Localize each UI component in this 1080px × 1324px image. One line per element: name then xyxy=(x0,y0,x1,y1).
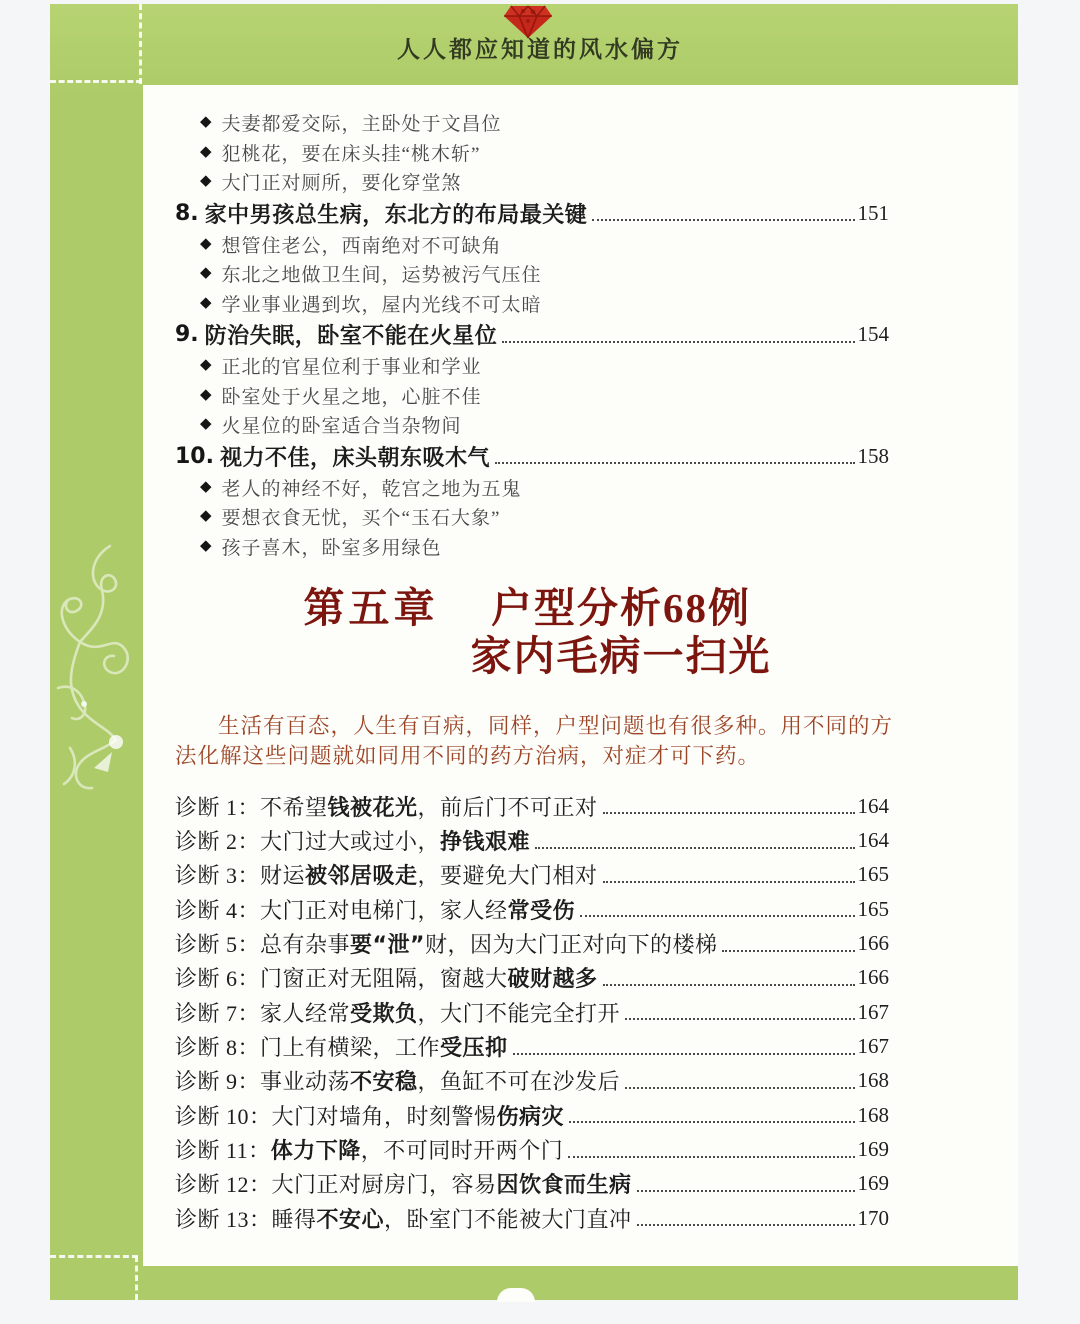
chapter-intro-paragraph: 生活有百态，人生有百病，同样，户型问题也有很多种。用不同的方法化解这些问题就如同用不同的药方治病，对症才可下药。 xyxy=(175,714,894,768)
toc-bullet-text: 犯桃花，要在床头挂“桃木斩” xyxy=(221,143,481,165)
diagnosis-text: 体力下降 xyxy=(270,1139,361,1165)
bottom-edge-notch xyxy=(497,1288,535,1302)
diagnosis-label: 诊断 11： xyxy=(175,1138,271,1164)
toc-entry-text: ，床头朝东吸木气 xyxy=(310,444,491,470)
toc-bullet-row xyxy=(175,351,889,381)
diagnosis-page: 169 xyxy=(857,1137,889,1162)
dot-leader xyxy=(637,1190,855,1192)
toc-bullet-text: 想管住老公，西南绝对不可缺角 xyxy=(221,235,502,257)
diagnosis-text: 钱被花光 xyxy=(327,795,418,821)
diagnosis-text: 大门过大或过小， xyxy=(260,829,441,855)
diagnosis-page: 164 xyxy=(857,793,889,818)
diagnosis-text: ，卧室门不能被大门直冲 xyxy=(384,1206,632,1232)
toc-bullet-row xyxy=(175,289,889,319)
diagnosis-text: 因饮食而生病 xyxy=(496,1173,632,1199)
diagnosis-text: 不安稳 xyxy=(350,1070,418,1096)
chapter-title-line-1: 户型分析68例 xyxy=(491,585,751,631)
toc-bullet-text: 老人的神经不好，乾宫之地为五鬼 xyxy=(221,478,522,500)
toc-bullet-text: 夫妻都爱交际，主卧处于文昌位 xyxy=(221,114,502,136)
diagnosis-label: 诊断 7： xyxy=(175,1000,261,1026)
diamond-bullet-icon: ◆ xyxy=(200,386,212,403)
diagnosis-label: 诊断 13： xyxy=(175,1206,272,1232)
toc-entry-number: 8. xyxy=(175,200,199,226)
diamond-bullet-icon: ◆ xyxy=(200,416,212,433)
diagnosis-page: 168 xyxy=(857,1068,889,1093)
toc-entry-text: 男孩总生病 xyxy=(249,202,363,228)
diagnosis-label: 诊断 5： xyxy=(175,932,261,958)
chapter-number-label: 第五章 xyxy=(303,585,439,631)
diagnosis-page: 169 xyxy=(857,1171,889,1196)
stitch-mark-bottom-left-horizontal xyxy=(50,1255,138,1258)
diagnosis-text: 受压抑 xyxy=(440,1036,508,1062)
diagnosis-text: 大门对墙角，时刻警惕 xyxy=(271,1103,497,1129)
diagnosis-label: 诊断 3： xyxy=(175,863,261,889)
toc-entry-row xyxy=(175,319,889,350)
toc-bullet-row xyxy=(175,259,889,289)
diagnosis-text: 受欺负 xyxy=(350,1001,418,1027)
toc-entry-number: 9. xyxy=(175,322,199,347)
toc-entry-text: 视力不佳 xyxy=(219,445,310,471)
toc-bullet-row xyxy=(175,230,889,260)
toc-bullet-text: 学业事业遇到坎，屋内光线不可太暗 xyxy=(221,294,542,316)
diagnosis-text: 常受伤 xyxy=(507,898,576,924)
diagnosis-text: 睡得 xyxy=(271,1206,317,1232)
toc-entry-row xyxy=(175,198,889,229)
diagnosis-row xyxy=(175,1167,889,1201)
diagnosis-row xyxy=(175,1029,889,1063)
diagnosis-label: 诊断 8： xyxy=(175,1035,261,1061)
dot-leader xyxy=(637,1224,855,1226)
dot-leader xyxy=(580,915,854,917)
toc-bullet-row xyxy=(175,410,889,440)
toc-bullet-text: 孩子喜木，卧室多用绿色 xyxy=(221,537,442,559)
stitch-mark-top-left-horizontal xyxy=(50,80,142,83)
diagnosis-label: 诊断 9： xyxy=(175,1069,261,1095)
toc-bullet-text: 卧室处于火星之地，心脏不佳 xyxy=(221,386,482,408)
toc-bullet-row xyxy=(175,108,889,138)
toc-entry-text: ，东北方的布局最关键 xyxy=(362,201,588,227)
dot-leader xyxy=(495,462,854,464)
toc-bullet-row xyxy=(175,502,889,532)
toc-bullet-text: 正北的官星位利于事业和学业 xyxy=(221,357,482,379)
chapter-title-line-2: 家内毛病一扫光 xyxy=(470,633,772,679)
diagnosis-text: ，要避免大门相对 xyxy=(417,863,598,889)
stitch-mark-bottom-left-vertical xyxy=(135,1256,138,1300)
diagnosis-text: 大门正对厨房门，容易 xyxy=(271,1172,497,1198)
diamond-bullet-icon: ◆ xyxy=(200,265,212,282)
diagnosis-page: 166 xyxy=(857,931,889,956)
diagnosis-row xyxy=(175,892,889,926)
toc-entry-text: 防治失眠 xyxy=(204,324,295,349)
diagnosis-label: 诊断 2： xyxy=(175,829,261,855)
diagnosis-page: 165 xyxy=(857,862,889,887)
toc-bullet-text: 火星位的卧室适合当杂物间 xyxy=(221,416,462,438)
diagnosis-page: 167 xyxy=(857,1034,889,1059)
diagnosis-text: 不希望 xyxy=(260,794,328,820)
toc-bullet-row xyxy=(175,532,889,562)
diagnosis-page: 165 xyxy=(857,896,889,921)
diagnosis-row xyxy=(175,858,889,892)
diamond-bullet-icon: ◆ xyxy=(200,537,212,554)
diagnosis-row xyxy=(175,995,889,1029)
diagnosis-text: 总有杂事 xyxy=(260,932,351,958)
dot-leader xyxy=(568,1156,854,1158)
dot-leader xyxy=(625,1087,854,1089)
toc-entry-page: 158 xyxy=(857,443,889,468)
diagnosis-row xyxy=(175,961,889,995)
dot-leader xyxy=(603,984,855,986)
toc-bullet-text: 东北之地做卫生间，运势被污气压住 xyxy=(221,265,542,287)
diamond-bullet-icon: ◆ xyxy=(200,294,212,311)
dot-leader xyxy=(625,1018,854,1020)
dot-leader xyxy=(592,219,854,221)
diagnosis-label: 诊断 1： xyxy=(175,794,261,820)
diagnosis-text: 门窗正对无阻隔，窗越大 xyxy=(260,966,508,992)
diagnosis-text: ，不可同时开两个门 xyxy=(360,1138,564,1164)
diagnosis-row xyxy=(175,1064,889,1098)
toc-bullet-row xyxy=(175,138,889,168)
diamond-bullet-icon: ◆ xyxy=(200,357,212,374)
diagnosis-text: 伤病灾 xyxy=(496,1104,565,1130)
diagnosis-text: 大门正对电梯门，家人经 xyxy=(260,897,508,923)
diagnosis-text: 事业动荡 xyxy=(260,1069,351,1095)
diagnosis-label: 诊断 10： xyxy=(175,1103,272,1129)
diagnosis-list xyxy=(175,789,889,1235)
toc-entry-text: ，卧室不能在火星位 xyxy=(294,323,498,348)
diagnosis-page: 164 xyxy=(857,828,889,853)
diagnosis-row xyxy=(175,1132,889,1166)
diagnosis-page: 167 xyxy=(857,999,889,1024)
diamond-bullet-icon: ◆ xyxy=(200,143,212,160)
dot-leader xyxy=(502,341,854,343)
diagnosis-text: ，大门不能完全打开 xyxy=(417,1000,621,1026)
diagnosis-label: 诊断 12： xyxy=(175,1172,272,1198)
dot-leader xyxy=(513,1053,855,1055)
toc-entry-page: 154 xyxy=(857,322,889,346)
diagnosis-label: 诊断 6： xyxy=(175,966,261,992)
diagnosis-text: 门上有横梁，工作 xyxy=(260,1035,441,1061)
toc-entry-row xyxy=(175,441,889,472)
diagnosis-text: 被邻居吸走 xyxy=(305,864,418,890)
dot-leader xyxy=(603,812,855,814)
diamond-bullet-icon: ◆ xyxy=(200,235,212,252)
chapter-heading xyxy=(100,584,975,680)
toc-bullet-row xyxy=(175,381,889,411)
diagnosis-page: 166 xyxy=(857,965,889,990)
diagnosis-page: 168 xyxy=(857,1102,889,1127)
toc-bullet-text: 大门正对厕所，要化穿堂煞 xyxy=(221,173,462,195)
toc-entry-text: 家中 xyxy=(204,201,250,227)
diagnosis-text: 不安心 xyxy=(316,1207,385,1233)
dot-leader xyxy=(722,950,854,952)
dot-leader xyxy=(535,847,854,849)
diamond-bullet-icon: ◆ xyxy=(200,173,212,190)
diagnosis-text: 挣钱艰难 xyxy=(440,830,531,856)
diagnosis-text: 财运 xyxy=(260,863,306,889)
diagnosis-text: ，前后门不可正对 xyxy=(417,794,598,820)
diagnosis-row xyxy=(175,823,889,857)
diagnosis-row xyxy=(175,1098,889,1132)
diagnosis-text: 家人经常 xyxy=(260,1000,351,1026)
diagnosis-label: 诊断 4： xyxy=(175,897,261,923)
diamond-bullet-icon: ◆ xyxy=(200,114,212,131)
table-of-contents-list xyxy=(175,108,889,561)
chapter-title-lines xyxy=(471,584,772,680)
diagnosis-text: 破财越多 xyxy=(507,967,598,993)
diagnosis-row xyxy=(175,926,889,960)
diagnosis-page: 170 xyxy=(857,1205,889,1230)
dot-leader xyxy=(603,881,855,883)
toc-entry-number: 10. xyxy=(175,443,214,469)
diamond-bullet-icon: ◆ xyxy=(200,478,212,495)
toc-entry-page: 151 xyxy=(857,200,889,225)
diagnosis-row xyxy=(175,789,889,823)
diagnosis-row xyxy=(175,1201,889,1235)
toc-bullet-text: 要想衣食无忧，买个“玉石大象” xyxy=(221,508,501,530)
diamond-bullet-icon: ◆ xyxy=(200,508,212,525)
book-running-title: 人人都应知道的风水偏方 xyxy=(397,37,683,62)
toc-bullet-row xyxy=(175,167,889,197)
diagnosis-text: 要“泄” xyxy=(350,933,425,959)
diagnosis-text: ，鱼缸不可在沙发后 xyxy=(417,1069,621,1095)
toc-bullet-row xyxy=(175,473,889,503)
dot-leader xyxy=(569,1121,854,1123)
diagnosis-text: 财，因为大门正对向下的楼梯 xyxy=(424,932,718,958)
